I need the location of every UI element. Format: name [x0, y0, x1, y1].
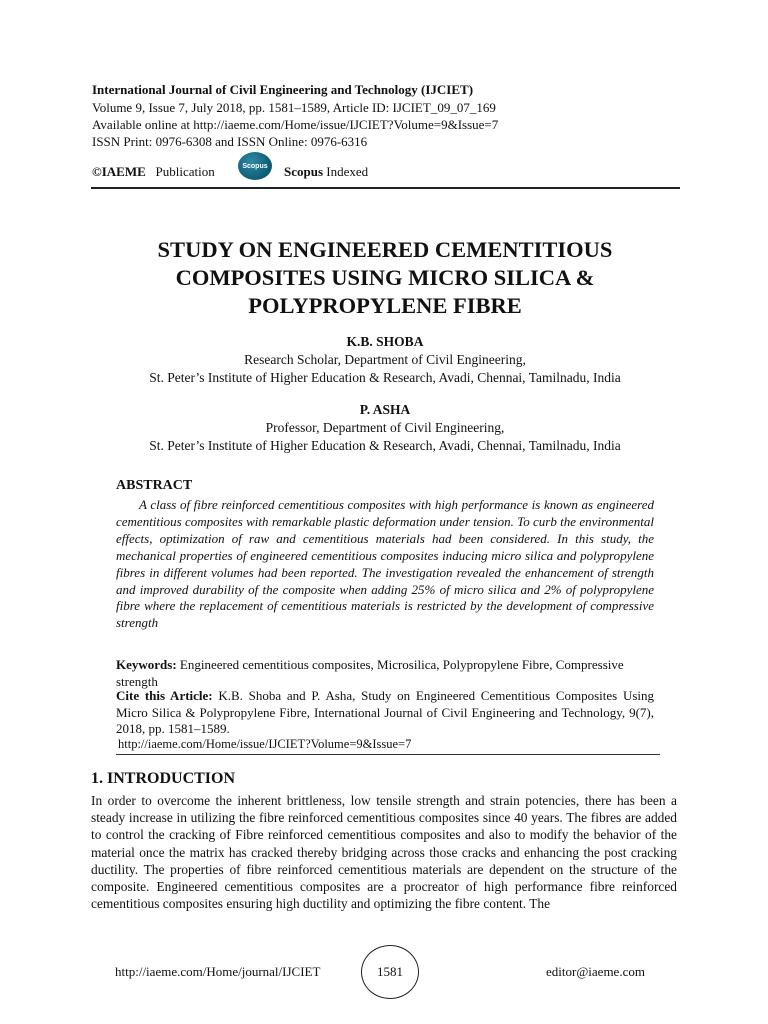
title-line-3: POLYPROPYLENE FIBRE	[248, 293, 522, 318]
header-divider	[91, 187, 680, 189]
author-affiliation: St. Peter’s Institute of Higher Education & Research, Avadi, Chennai, Tamilnadu, India	[149, 438, 621, 453]
citation-text: K.B. Shoba and P. Asha, Study on Engineered Cementitious Composites Using Micro Silica & Polypropylene Fibre, International Journal of Civil Engineering and Technology, 9(7), 2018, pp. 1581–1589.	[116, 688, 655, 736]
scopus-indexed-label	[284, 164, 368, 180]
publisher-label	[92, 164, 215, 180]
issn-line: ISSN Print: 0976-6308 and ISSN Online: 0976-6316	[92, 134, 368, 149]
title-line-1: STUDY ON ENGINEERED CEMENTITIOUS	[157, 237, 613, 262]
author-name: P. ASHA	[359, 402, 411, 417]
keywords-label: Keywords:	[116, 657, 177, 672]
scopus-brand: Scopus	[284, 164, 324, 179]
scopus-logo-icon: Scopus	[238, 152, 272, 180]
scopus-word: Indexed	[326, 164, 369, 179]
abstract-heading: ABSTRACT	[116, 478, 193, 493]
page-number: 1581	[377, 964, 403, 979]
author-block-2	[90, 401, 680, 455]
author-role: Professor, Department of Civil Engineering,	[265, 420, 505, 435]
section-divider	[116, 754, 660, 755]
abstract-text: A class of fibre reinforced cementitious composites with high performance is known as engineered cementitious composites with remarkable plastic deformation under tension. To curb the environmental effects, optimization of raw and cementitious materials had been considered. In this study, the mechanical properties of engineered cementitious composites inducing micro silica and polypropylene fibres in different volumes had been reported. The investigation revealed the enhancement of strength and improved durability of the composite when adding 25% of micro silica and 2% of polypropylene fibre where the replacement of cementitious materials is restricted by the development of compressive strength	[116, 497, 654, 631]
footer-email-link[interactable]: editor@iaeme.com	[546, 964, 645, 979]
footer-journal-link[interactable]: http://iaeme.com/Home/journal/IJCIET	[115, 964, 321, 979]
available-online-line[interactable]: Available online at http://iaeme.com/Home/issue/IJCIET?Volume=9&Issue=7	[92, 117, 499, 132]
publisher-brand: ©IAEME	[92, 164, 146, 179]
publisher-word: Publication	[155, 164, 215, 179]
volume-line: Volume 9, Issue 7, July 2018, pp. 1581–1589, Article ID: IJCIET_09_07_169	[92, 100, 496, 115]
author-block-1	[90, 333, 680, 387]
author-name: K.B. SHOBA	[346, 334, 424, 349]
citation-label: Cite this Article:	[116, 688, 213, 703]
introduction-text: In order to overcome the inherent brittleness, low tensile strength and strain potencies, there has been a steady increase in utilizing the fibre reinforced cementitious composites since 40 years. The fibres are added to control the cracking of Fibre reinforced cementitious composites and also to modify the behavior of the material once the matrix has cracked thereby bridging across those cracks and enhancing the post cracking ductility. The properties of fibre reinforced cementitious materials are dependent on the structure of the composite. Engineered cementitious composites are a procreator of high performance fibre reinforced cementitious composites ensuring high ductility and optimizing the fibre content. The	[91, 793, 677, 912]
citation	[116, 688, 654, 738]
author-affiliation: St. Peter’s Institute of Higher Education & Research, Avadi, Chennai, Tamilnadu, India	[149, 370, 621, 385]
keywords-text: Engineered cementitious composites, Microsilica, Polypropylene Fibre, Compressive strength	[116, 657, 624, 689]
title-line-2: COMPOSITES USING MICRO SILICA &	[175, 265, 595, 290]
keywords	[116, 657, 654, 690]
journal-title: International Journal of Civil Engineering and Technology (IJCIET)	[92, 82, 474, 97]
page-number-circle	[361, 945, 419, 999]
paper-title	[90, 236, 680, 320]
author-role: Research Scholar, Department of Civil Engineering,	[244, 352, 526, 367]
publisher-row	[92, 152, 682, 186]
introduction-heading: 1. INTRODUCTION	[91, 770, 236, 787]
citation-url-link[interactable]: http://iaeme.com/Home/issue/IJCIET?Volume=9&Issue=7	[118, 737, 412, 751]
